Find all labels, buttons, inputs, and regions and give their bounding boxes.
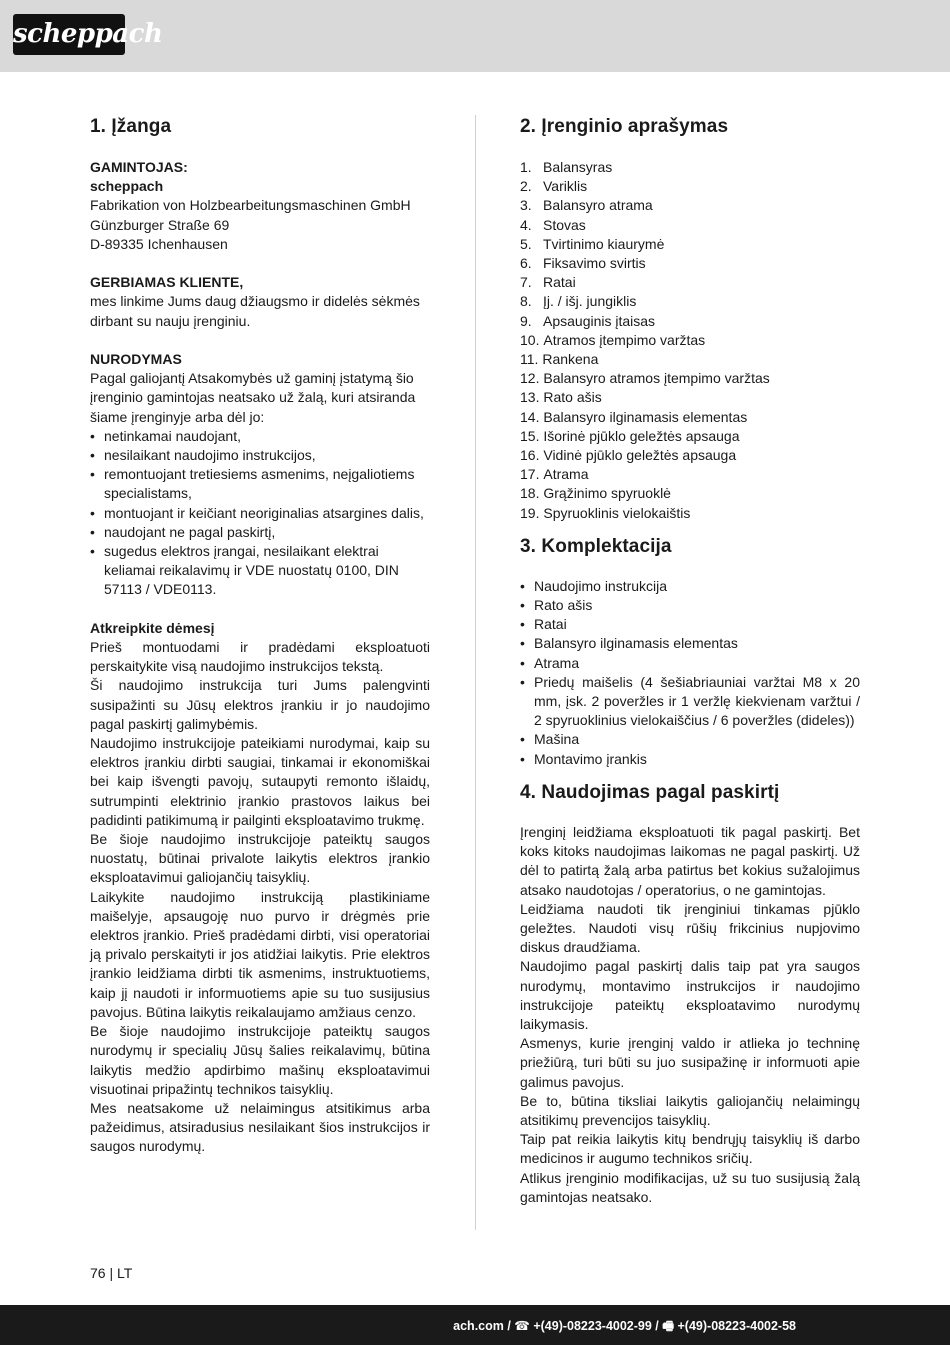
parts-list <box>520 158 860 523</box>
list-item: • naudojant ne pagal paskirtį, <box>90 523 430 542</box>
paragraph: Be to, būtina tiksliai laikytis galiojančių nelaimingų atsitikimų prevencijos taisyklių. <box>520 1092 860 1128</box>
header-band <box>0 0 950 72</box>
paragraph: Atlikus įrenginio modifikacijas, už su tuo susijusią žalą gamintojas neatsako. <box>520 1169 860 1205</box>
paragraph: Be šioje naudojimo instrukcijoje pateiktų saugos nuostatų, būtinai privalote laikytis elektros įrankio eksploatavimui galiojančių taisyklių. <box>90 831 430 886</box>
paragraph: Prieš montuodami ir pradėdami eksploatuoti perskaitykite visą naudojimo instrukcijos tekstą. <box>90 639 430 675</box>
list-item: • montuojant ir keičiant neoriginalias atsargines dalis, <box>90 504 430 523</box>
attention-label: Atkreipkite dėmesį <box>90 619 215 636</box>
notes-label: NURODYMAS <box>90 351 182 367</box>
list-item: 18. Grąžinimo spyruoklė <box>520 485 671 502</box>
manufacturer-name: scheppach <box>90 178 164 195</box>
list-item: 11. Rankena <box>520 351 599 368</box>
manufacturer-city: D-89335 Ichenhausen <box>90 235 228 252</box>
left-column <box>90 115 430 1157</box>
customer-label: GERBIAMAS KLIENTE, <box>90 274 244 291</box>
list-item: 19. Spyruoklinis vielokaištis <box>520 504 691 521</box>
paragraph: Naudojimo pagal paskirtį dalis taip pat yra saugos nurodymų, montavimo instrukcijos ir naudojimo instrukcijoje pateiktų eksploatavimo nurodymų laikymasis. <box>520 958 860 1032</box>
scheppach-logo: scheppach <box>13 14 125 55</box>
column-divider <box>475 115 476 1230</box>
page-number: 76 | LT <box>90 1265 133 1281</box>
list-item: • Balansyro ilginamasis elementas <box>520 634 860 653</box>
paragraph: Be šioje naudojimo instrukcijoje pateiktų saugos nurodymų ir specialių Jūsų šalies reikalavimų, būtina laikytis medžio apdirbimo mašinų eksploatavimui visuotinai pripažintų technikos taisyklių. <box>90 1023 430 1097</box>
list-item: 14. Balansyro ilginamasis elementas <box>520 408 748 425</box>
kit-list <box>520 577 860 769</box>
right-column <box>520 115 860 1207</box>
list-item: 9. Apsauginis įtaisas <box>520 312 656 329</box>
list-item: • Montavimo įrankis <box>520 750 860 769</box>
list-item: • Ratai <box>520 615 860 634</box>
list-item: • Rato ašis <box>520 596 860 615</box>
manufacturer-label: GAMINTOJAS: <box>90 159 188 175</box>
list-item: 6. Fiksavimo svirtis <box>520 255 646 272</box>
list-item: • netinkamai naudojant, <box>90 427 430 446</box>
paragraph: Mes neatsakome už nelaimingus atsitikimus arba pažeidimus, atsiradusius nesilaikant šios instrukcijos ir saugos nurodymų. <box>90 1099 430 1155</box>
notes-text: Pagal galiojantį Atsakomybės už gaminį įstatymą šio įrenginio gamintojas neatsako už žalą, kuri atsiranda šiame įrenginyje arba dėl jo: <box>90 370 416 425</box>
list-item: 4. Stovas <box>520 216 586 233</box>
notes-bullet-list <box>90 427 430 600</box>
manufacturer-company: Fabrikation von Holzbearbeitungsmaschinen GmbH <box>90 197 411 214</box>
paragraph: Leidžiama naudoti tik įrenginiui tinkamas pjūklo geležtes. Naudoti visų rūšių frikcinius nupjovimo diskus draudžiama. <box>520 900 860 956</box>
paragraph: Laikykite naudojimo instrukciją plastikiniame maišelyje, apsaugoję nuo purvo ir drėgmės prie elektros įrankio. Prieš pradėdami dirbti, visi operatoriai ją privalo perskaityti ir jos atidžiai laikytis. Prie elektros įrankio leidžiama dirbti tik asmenims, instruktuotiems, kaip jį naudoti ir informuotiems apie su tuo susijusius pavojus. Būtina laikytis reikalaujamo amžiaus cenzo. <box>90 888 430 1020</box>
section-title-kit: 3. Komplektacija <box>520 535 672 557</box>
list-item: 3. Balansyro atrama <box>520 197 653 214</box>
list-item: 8. Įj. / išj. jungiklis <box>520 293 637 310</box>
customer-text: mes linkime Jums daug džiaugsmo ir didelės sėkmės dirbant su nauju įrenginiu. <box>90 293 420 329</box>
list-item: • Mašina <box>520 730 860 749</box>
list-item: 15. Išorinė pjūklo geležtės apsauga <box>520 427 740 444</box>
footer-band <box>0 1305 950 1345</box>
list-item: 10. Atramos įtempimo varžtas <box>520 331 706 348</box>
footer-contact: ach.com / ☎ +(49)-08223-4002-99 / 🖷 +(49)-08223-4002-58 <box>453 1319 796 1333</box>
manufacturer-street: Günzburger Straße 69 <box>90 216 230 233</box>
paragraph: Asmenys, kurie įrenginį valdo ir atlieka jo techninę priežiūrą, turi būti su juo susipažinę ir informuoti apie galimus pavojus. <box>520 1035 860 1090</box>
list-item: 17. Atrama <box>520 466 589 483</box>
list-item: • nesilaikant naudojimo instrukcijos, <box>90 446 430 465</box>
section-title-intended-use: 4. Naudojimas pagal paskirtį <box>520 781 780 803</box>
list-item: 1. Balansyras <box>520 159 613 175</box>
paragraph: Naudojimo instrukcijoje pateikiami nurodymai, kaip su elektros įrankiu dirbti saugiai, tinkamai ir ekonomiškai bei kaip išvengti pavojų, sutaupyti remonto išlaidų, sutrumpinti elektrinio įrankio prastovos laikus bei padidinti patikimumą ir pailginti eksploatavimo trukmę. <box>90 735 430 828</box>
paragraph: Taip pat reikia laikytis kitų bendrųjų taisyklių iš darbo medicinos ir augumo technikos sričių. <box>520 1131 860 1167</box>
list-item: 13. Rato ašis <box>520 389 602 406</box>
section-title-description: 2. Įrenginio aprašymas <box>520 116 729 137</box>
list-item: 2. Variklis <box>520 178 588 195</box>
paragraph: Ši naudojimo instrukcija turi Jums palengvinti susipažinti su Jūsų elektros įrankiu ir jo naudojimo pagal paskirtį galimybėmis. <box>90 677 430 732</box>
list-item: • Atrama <box>520 654 860 673</box>
list-item: • remontuojant tretiesiems asmenims, neįgaliotiems specialistams, <box>90 465 430 503</box>
list-item: • Naudojimo instrukcija <box>520 577 860 596</box>
list-item: 12. Balansyro atramos įtempimo varžtas <box>520 370 770 387</box>
paragraph: Įrenginį leidžiama eksploatuoti tik pagal paskirtį. Bet koks kitoks naudojimas laikomas ne pagal paskirtį. Už dėl to patirtą žalą arba patirtus bet kokius sužalojimus atsako naudotojas / operatorius, o ne gamintojas. <box>520 823 860 898</box>
list-item: 16. Vidinė pjūklo geležtės apsauga <box>520 447 737 464</box>
section-title-introduction: 1. Įžanga <box>90 116 172 137</box>
list-item: 5. Tvirtinimo kiaurymė <box>520 235 665 252</box>
list-item: • Priedų maišelis (4 šešiabriauniai varžtai M8 x 20 mm, įsk. 2 poveržles ir 1 veržlę kiekvienam varžtui / 2 spyruoklinius vielokaiščius / 6 poveržles (dideles)) <box>520 673 860 731</box>
list-item: • sugedus elektros įrangai, nesilaikant elektrai keliamai reikalavimų ir VDE nuostatų 0100, DIN 57113 / VDE0113. <box>90 542 430 600</box>
list-item: 7. Ratai <box>520 274 576 291</box>
